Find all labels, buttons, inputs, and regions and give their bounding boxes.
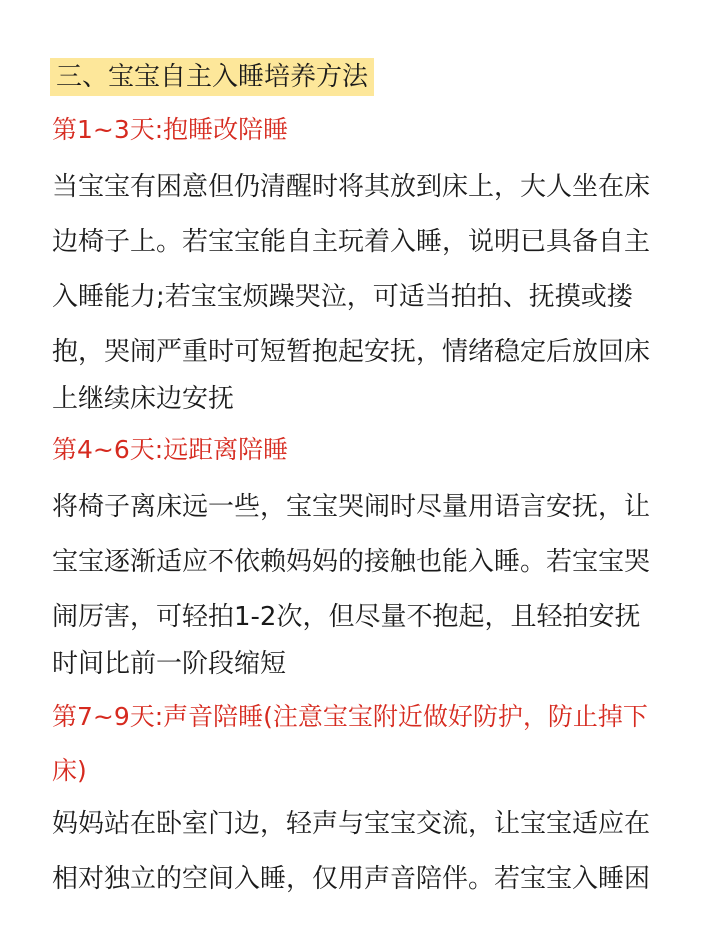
- stage-1-heading: 第1~3天:抱睡改陪睡: [52, 115, 289, 144]
- stage-1-line-1: 当宝宝有困意但仍清醒时将其放到床上，大人坐在床: [52, 172, 651, 202]
- stage-1-line-5: 上继续床边安抚: [52, 384, 235, 414]
- stage-3-heading-line-1: 第7~9天:声音陪睡(注意宝宝附近做好防护，防止掉下: [52, 702, 648, 731]
- stage-3-line-2: 相对独立的空间入睡，仅用声音陪伴。若宝宝入睡困: [52, 864, 651, 894]
- stage-2-line-2: 宝宝逐渐适应不依赖妈妈的接触也能入睡。若宝宝哭: [52, 547, 651, 577]
- stage-2-line-1: 将椅子离床远一些，宝宝哭闹时尽量用语言安抚，让: [52, 492, 651, 522]
- stage-1-line-2: 边椅子上。若宝宝能自主玩着入睡，说明已具备自主: [52, 227, 651, 257]
- stage-1-line-3: 入睡能力;若宝宝烦躁哭泣，可适当拍拍、抚摸或搂: [52, 282, 633, 312]
- stage-3-line-1: 妈妈站在卧室门边，轻声与宝宝交流，让宝宝适应在: [52, 809, 651, 839]
- stage-2-line-3: 闹厉害，可轻拍1-2次，但尽量不抱起，且轻拍安抚: [52, 602, 641, 632]
- stage-2-heading: 第4~6天:远距离陪睡: [52, 435, 289, 464]
- stage-2-line-4: 时间比前一阶段缩短: [52, 649, 287, 679]
- stage-3-heading-line-2: 床): [52, 756, 87, 785]
- section-title: 三、宝宝自主入睡培养方法: [50, 58, 374, 96]
- stage-1-line-4: 抱，哭闹严重时可短暂抱起安抚，情绪稳定后放回床: [52, 337, 651, 367]
